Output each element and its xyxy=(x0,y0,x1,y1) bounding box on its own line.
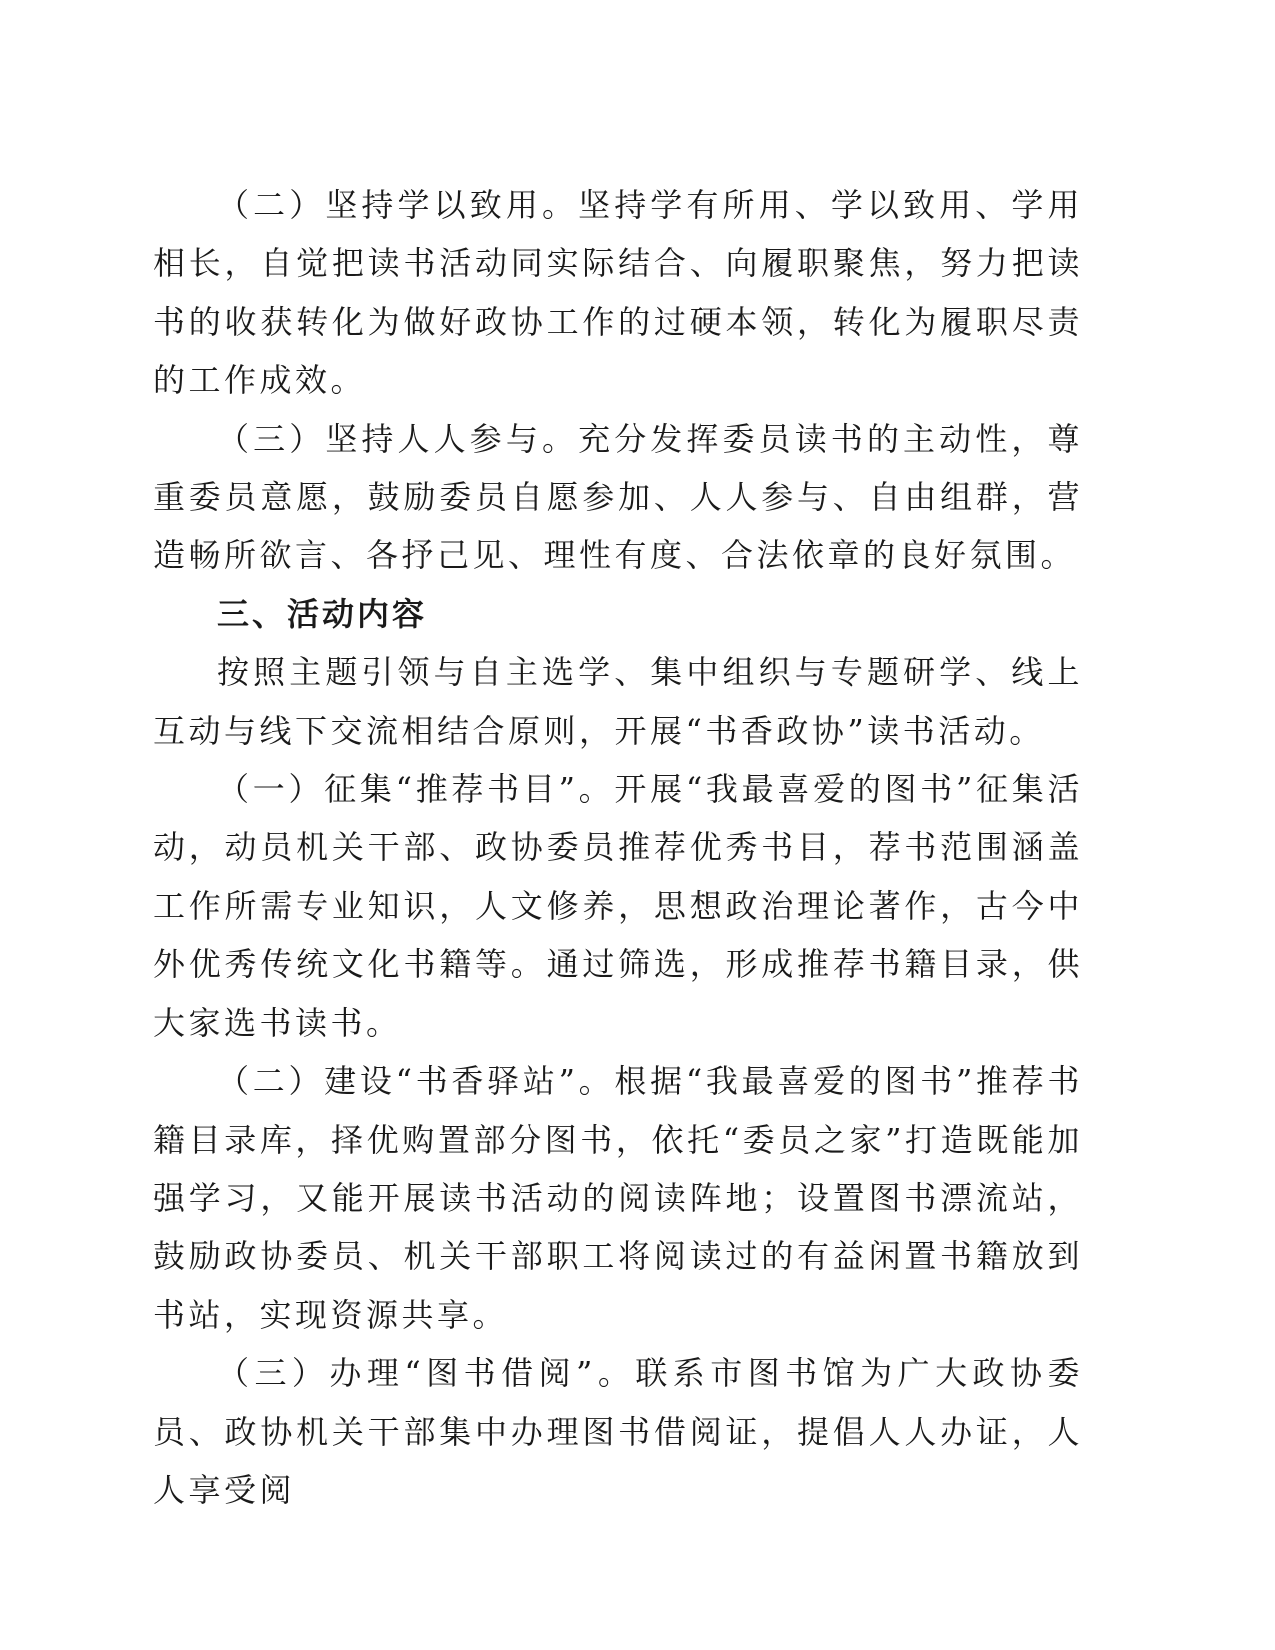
paragraph-activity-three: （三）办理“图书借阅”。联系市图书馆为广大政协委员、政协机关干部集中办理图书借阅证，提倡人人办证，人人享受阅 xyxy=(153,1354,1083,1509)
paragraph-activity-one: （一）征集“推荐书目”。开展“我最喜爱的图书”征集活动，动员机关干部、政协委员推荐优秀书目，荐书范围涵盖工作所需专业知识，人文修养，思想政治理论著作，古今中外优秀传统文化书籍等。通过筛选，形成推荐书籍目录，供大家选书读书。 xyxy=(153,770,1083,1042)
document-body xyxy=(153,176,1083,1519)
paragraph-activity-intro: 按照主题引领与自主选学、集中组织与专题研学、线上互动与线下交流相结合原则，开展“书香政协”读书活动。 xyxy=(153,653,1083,750)
section-heading-activity-content: 三、活动内容 xyxy=(217,594,428,633)
paragraph-activity-two: （二）建设“书香驿站”。根据“我最喜爱的图书”推荐书籍目录库，择优购置部分图书，依托“委员之家”打造既能加强学习，又能开展读书活动的阅读阵地；设置图书漂流站，鼓励政协委员、机关干部职工将阅读过的有益闲置书籍放到书站，实现资源共享。 xyxy=(153,1062,1083,1334)
paragraph-principle-two: （二）坚持学以致用。坚持学有所用、学以致用、学用相长，自觉把读书活动同实际结合、向履职聚焦，努力把读书的收获转化为做好政协工作的过硬本领，转化为履职尽责的工作成效。 xyxy=(153,186,1083,400)
paragraph-principle-three: （三）坚持人人参与。充分发挥委员读书的主动性，尊重委员意愿，鼓励委员自愿参加、人人参与、自由组群，营造畅所欲言、各抒己见、理性有度、合法依章的良好氛围。 xyxy=(153,419,1083,575)
